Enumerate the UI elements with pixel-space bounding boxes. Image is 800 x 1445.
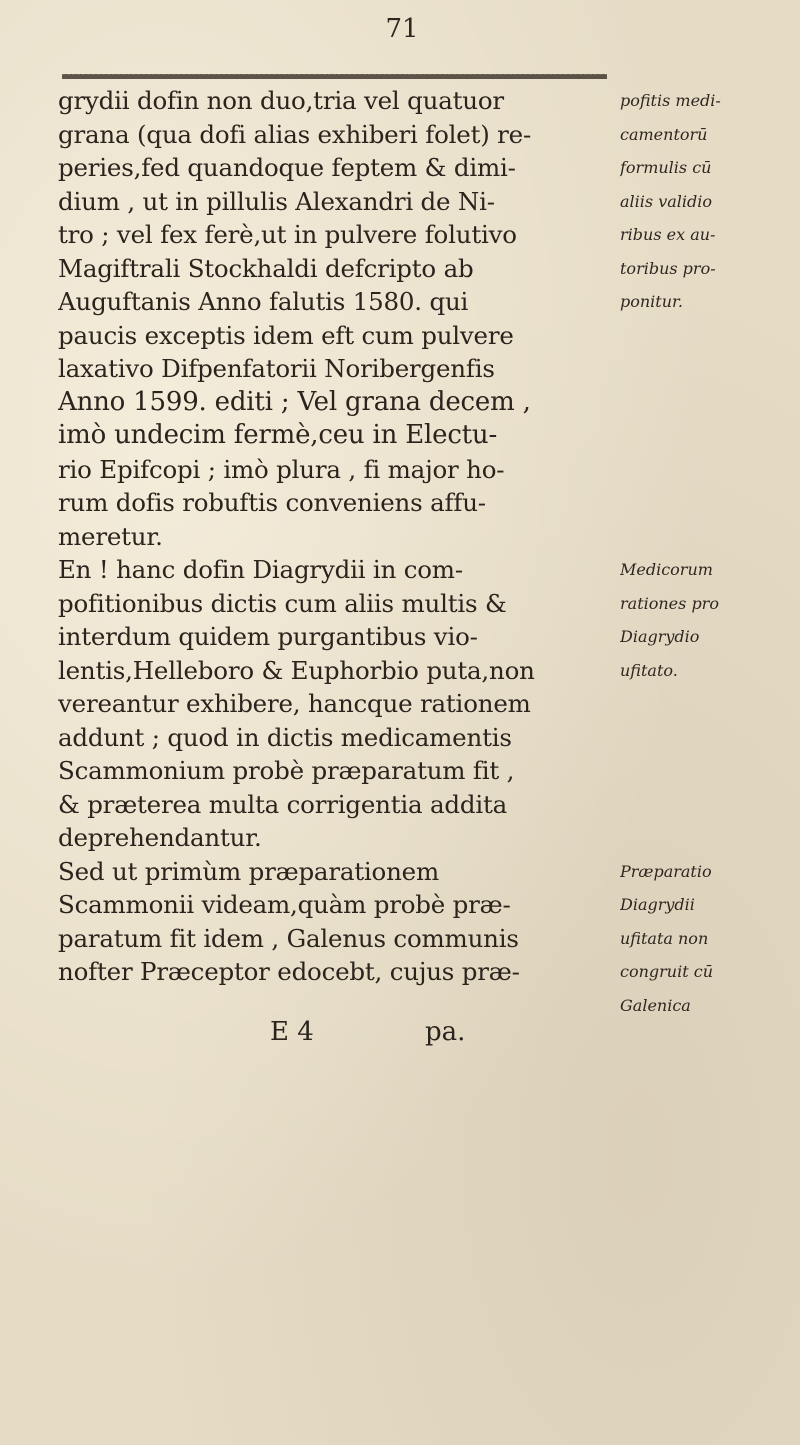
margin-note-line <box>620 319 798 353</box>
margin-note-line <box>620 520 798 554</box>
margin-note-line: Præparatio <box>620 861 712 881</box>
margin-note-line <box>620 788 798 822</box>
text-line: lentis,Helleboro & Euphorbio puta,non <box>58 655 535 685</box>
text-line: paratum fit idem , Galenus communis <box>58 923 519 953</box>
margin-note-line: rationes pro <box>620 593 719 613</box>
text-line: rum dofis robuftis conveniens affu- <box>58 488 486 517</box>
margin-note-line: camentorū <box>620 124 708 144</box>
text-line: vereantur exhibere, hancque rationem <box>58 689 531 718</box>
margin-note-line: ponitur. <box>620 292 684 311</box>
margin-note-line <box>620 721 798 755</box>
text-line: Auguftanis Anno falutis 1580. qui <box>58 287 469 316</box>
margin-note-line <box>620 687 798 721</box>
margin-note-line: Galenica <box>620 995 691 1015</box>
text-line: dium , ut in pillulis Alexandri de Ni- <box>58 186 495 216</box>
text-line: rio Epifcopi ; imò plura , fi major ho- <box>58 454 505 484</box>
page-number: 71 <box>385 14 419 44</box>
margin-note-line: Diagrydio <box>620 627 700 646</box>
text-line: & præterea multa corrigentia addita <box>58 789 508 819</box>
margin-note-line <box>620 754 798 788</box>
margin-note-line: Diagrydii <box>620 895 695 914</box>
text-line: laxativo Difpenfatorii Noribergenfis <box>58 354 495 383</box>
text-line: peries,fed quandoque feptem & dimi- <box>58 153 516 182</box>
text-line: Anno 1599. editi ; Vel grana decem , <box>58 386 531 417</box>
margin-note-line: ufitata non <box>620 928 709 948</box>
text-line: En ! hanc dofin Diagrydii in com- <box>58 555 463 584</box>
header-rule <box>62 74 607 79</box>
margin-note-line: ufitato. <box>620 660 678 680</box>
margin-note-line <box>620 821 798 855</box>
margin-note-line <box>620 419 798 453</box>
margin-note-line: aliis validio <box>620 191 712 211</box>
margin-note-line: pofitis medi- <box>620 91 721 110</box>
margin-note-line: congruit cū <box>620 962 713 981</box>
catchline <box>270 1012 630 1052</box>
margin-note-line <box>620 453 798 487</box>
margin-notes <box>620 84 798 1022</box>
text-line: Magiftrali Stockhaldi defcripto ab <box>58 253 474 283</box>
margin-note-line <box>620 386 798 420</box>
text-line: imò undecim fermè,ceu in Electu- <box>58 420 498 450</box>
text-line: nofter Præceptor edocebt, cujus præ- <box>58 957 520 986</box>
text-line: interdum quidem purgantibus vio- <box>58 622 478 651</box>
margin-note-line <box>620 352 798 386</box>
text-line: meretur. <box>58 521 163 551</box>
margin-note-line: ribus ex au- <box>620 225 716 244</box>
main-text-block <box>58 84 620 989</box>
text-line: Scammonium probè præparatum fit , <box>58 756 515 785</box>
margin-note-line: toribus pro- <box>620 258 716 278</box>
text-line: pofitionibus dictis cum aliis multis & <box>58 588 507 618</box>
signature-mark: E 4 <box>270 1017 314 1047</box>
margin-note-line <box>620 486 798 520</box>
text-line: paucis exceptis idem eft cum pulvere <box>58 320 514 350</box>
text-line: deprehendantur. <box>58 823 262 852</box>
text-line: grydii dofin non duo,tria vel quatuor <box>58 86 504 115</box>
text-line: Sed ut primùm præparationem <box>58 856 440 886</box>
margin-note-line: Medicorum <box>620 560 713 579</box>
catchword: pa. <box>425 1017 466 1047</box>
text-line: tro ; vel fex ferè,ut in pulvere folutivo <box>58 220 517 249</box>
text-line: Scammonii videam,quàm probè præ- <box>58 890 511 919</box>
margin-note-line: formulis cū <box>620 158 712 177</box>
text-line: grana (qua dofi alias exhiberi folet) re- <box>58 119 532 149</box>
text-line: addunt ; quod in dictis medicamentis <box>58 722 512 752</box>
